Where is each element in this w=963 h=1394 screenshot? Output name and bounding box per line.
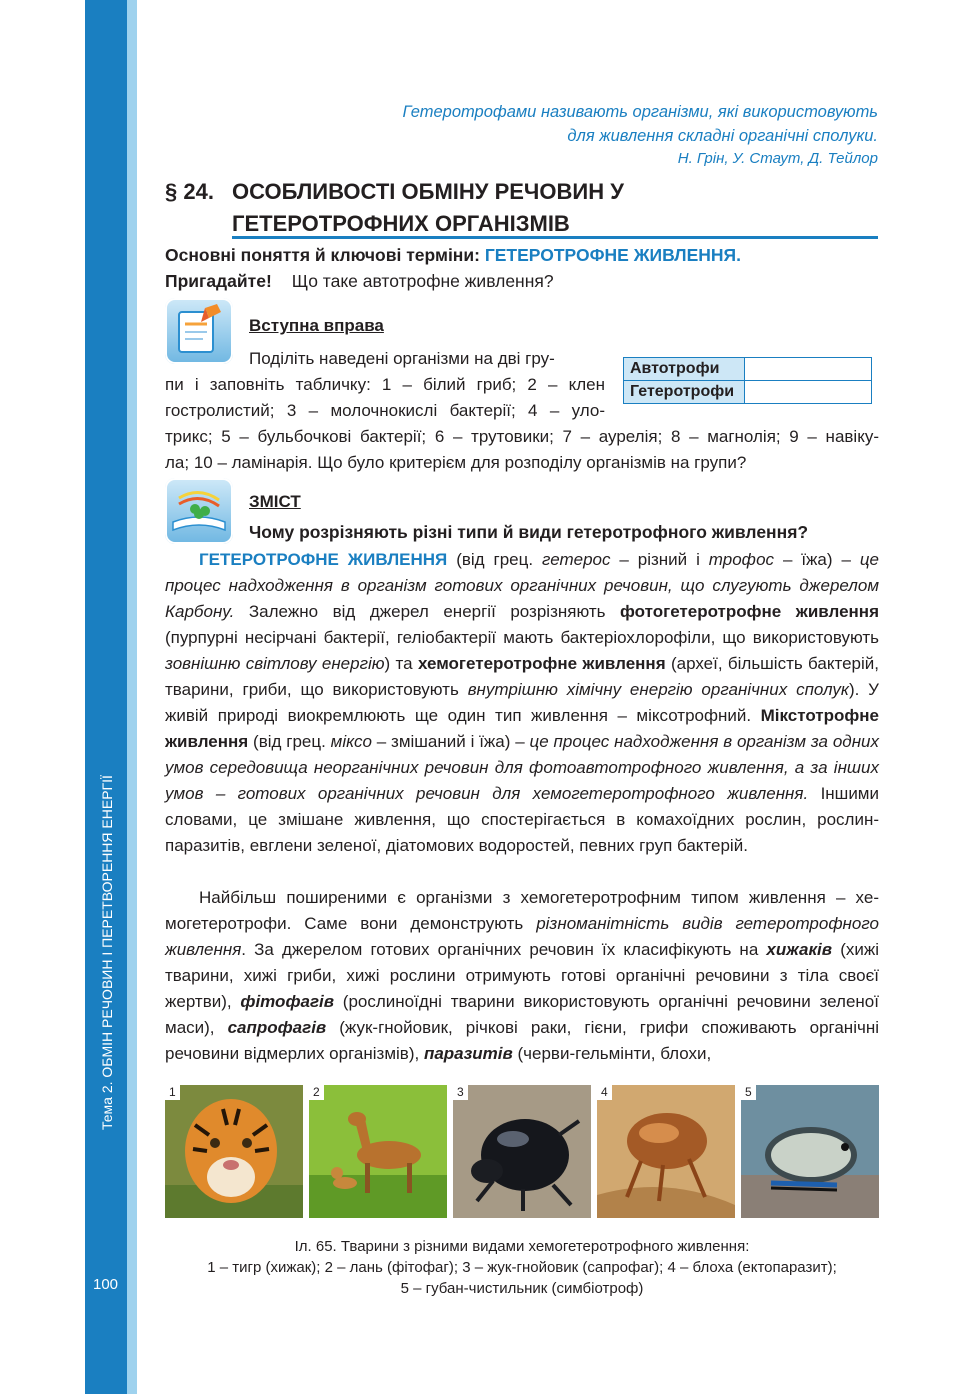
table-cell-heterotrophs: Гетеротрофи — [624, 381, 745, 404]
content-question: Чому розрізняють різні типи й види гетеротрофного живлення? — [249, 522, 809, 542]
photo-tiger — [165, 1085, 303, 1218]
illustration-65 — [165, 1085, 879, 1218]
exercise-heading: Вступна вправа — [249, 316, 384, 335]
photo-number-2: 2 — [309, 1085, 324, 1100]
body-paragraph-2: Найбільш поширеними є організми з хемогетеротрофним типом живлення – хемогетеротрофи. Саме вони демонструють різноманітність видів гетеротрофного живлення. За джерелом готових органічних речовин їх класифікують на хижаків (хижі тварини, хижі гриби, хижі рослини отримують готові органічні речовини з тіла своєї жертви), фітофагів (рослиноїдні тварини використовують органічні речовини зеленої маси), сапрофагів (жук-гнойовик, річкові раки, гієни, грифи споживають органічні речовини відмерлих організмів), паразитів (черви-гельмінти, блохи, — [165, 888, 880, 1063]
recall-line — [165, 271, 554, 292]
photo-deer — [309, 1085, 447, 1218]
recall-label: Пригадайте! — [165, 271, 272, 291]
photo-number-3: 3 — [453, 1085, 468, 1100]
epigraph-line-2: для живлення складні органічні сполуки. — [567, 127, 878, 145]
exercise-line-2: пи і заповніть табличку: 1 – білий гриб; 2 – клен — [165, 375, 605, 394]
sidebar-band — [85, 0, 127, 1394]
title-underline — [232, 236, 878, 239]
photo-number-4: 4 — [597, 1085, 612, 1100]
photo-number-5: 5 — [741, 1085, 756, 1100]
table-input-heterotrophs[interactable] — [745, 381, 872, 404]
content-heading: ЗМІСТ — [249, 492, 301, 511]
figure-caption — [165, 1236, 879, 1299]
caption-line-3: 5 – губан-чистильник (симбіотроф) — [400, 1280, 644, 1297]
table-cell-autotrophs: Автотрофи — [624, 358, 745, 381]
photo-flea — [597, 1085, 735, 1218]
table-input-autotrophs[interactable] — [745, 358, 872, 381]
sidebar-topic: Тема 2. ОБМІН РЕЧОВИН І ПЕРЕТВОРЕННЯ ЕНЕРГІЇ — [99, 775, 115, 1130]
page-title — [165, 176, 624, 240]
photo-dung-beetle — [453, 1085, 591, 1218]
body-paragraph-1: ГЕТЕРОТРОФНЕ ЖИВЛЕННЯ (від грец. гетерос – різний і трофос – їжа) – це процес надходження в організм готових органічних речовин, що слугують джерелом Карбону. Залежно від джерел енергії розрізняють фотогетеротрофне живлення (пурпурні несірчані бактерії, геліобактерії мають бактеріохлорофіли, що використовують зовнішню світлову енергію) та хемогетеротрофне живлення (археї, більшість бактерій, тварини, гриби, що використовують внутрішню хімічну енергію органічних сполук). У живій природі виокремлюють ще один тип живлення – міксотрофний. Мікстотрофне живлення (від грец. міксо – змішаний і їжа) – це процес надходження в організм за одних умов середовища неорганічних речовин для фотоавтотрофного живлення, а за інших умов – готових органічних речовин для хемогетеротрофного живлення. Іншими словами, це змішане живлення, що спостерігається в комахоїдних рослин, рослин-паразитів, евглени зеленої, діатомових водоростей, певних груп бактерій. — [165, 550, 880, 855]
key-concepts — [165, 245, 741, 266]
title-line-1: ОСОБЛИВОСТІ ОБМІНУ РЕЧОВИН У — [232, 179, 624, 204]
epigraph — [402, 100, 878, 170]
exercise-line-5: ла; 10 – ламінарія. Що було критерієм для розподілу організмів на групи? — [165, 453, 747, 472]
section-number: § 24. — [165, 179, 214, 204]
table-row — [624, 358, 872, 381]
page-number: 100 — [93, 1276, 119, 1293]
photo-number-1: 1 — [165, 1085, 180, 1100]
sidebar-stripe — [127, 0, 137, 1394]
exercise-line-4: трикс; 5 – бульбочкові бактерії; 6 – трутовики; 7 – аурелія; 8 – магнолія; 9 – навіку- — [165, 427, 879, 446]
caption-line-2: 1 – тигр (хижак); 2 – лань (фітофаг); 3 – жук-гнойовик (сапрофаг); 4 – блоха (ектопаразит); — [207, 1259, 837, 1276]
exercise-pencil-icon — [165, 298, 233, 364]
classification-table — [623, 357, 872, 404]
photo-cleaner-wrasse — [741, 1085, 879, 1218]
exercise-line-3: гостролистий; 3 – молочнокислі бактерії; 4 – уло- — [165, 401, 605, 420]
title-line-2: ГЕТЕРОТРОФНИХ ОРГАНІЗМІВ — [232, 211, 570, 236]
content-book-icon — [165, 478, 233, 544]
key-concepts-label: Основні поняття й ключові терміни: — [165, 245, 485, 265]
exercise-line-1: Поділіть наведені організми на дві гру- — [249, 349, 555, 368]
epigraph-line-1: Гетеротрофами називають організми, які використовують — [402, 103, 878, 121]
epigraph-author: Н. Грін, У. Стаут, Д. Тейлор — [677, 150, 878, 167]
table-row — [624, 381, 872, 404]
caption-line-1: Іл. 65. Тварини з різними видами хемогетеротрофного живлення: — [294, 1238, 750, 1255]
recall-question: Що таке автотрофне живлення? — [291, 271, 554, 291]
key-concepts-term: ГЕТЕРОТРОФНЕ ЖИВЛЕННЯ. — [484, 245, 741, 265]
term-heterotrophic: ГЕТЕРОТРОФНЕ ЖИВЛЕННЯ — [199, 550, 448, 569]
